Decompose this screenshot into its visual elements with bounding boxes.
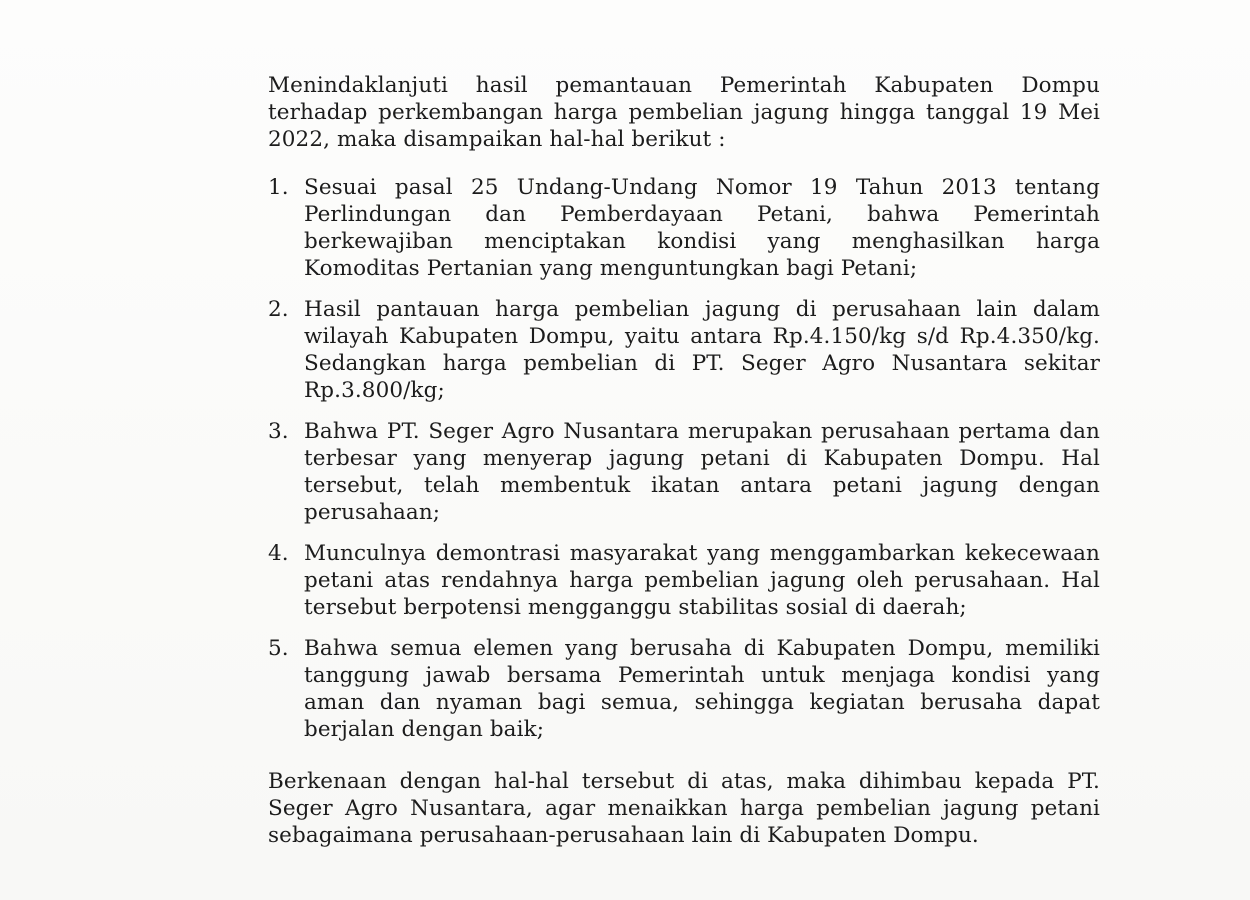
letter-body bbox=[268, 72, 1100, 849]
list-item bbox=[268, 296, 1100, 404]
list-item bbox=[268, 174, 1100, 282]
list-item bbox=[268, 418, 1100, 526]
list-item bbox=[268, 635, 1100, 743]
list-item-number: 1. bbox=[268, 175, 289, 200]
list-item-text: Munculnya demontrasi masyarakat yang menggambarkan kekecewaan petani atas rendahnya harga pembelian jagung oleh perusahaan. Hal tersebut berpotensi mengganggu stabilitas sosial di daerah; bbox=[304, 541, 1100, 620]
list-item-text: Bahwa PT. Seger Agro Nusantara merupakan perusahaan pertama dan terbesar yang menyerap jagung petani di Kabupaten Dompu. Hal tersebut, telah membentuk ikatan antara petani jagung dengan perusahaan; bbox=[304, 419, 1100, 525]
points-list bbox=[268, 174, 1100, 743]
list-item-text: Bahwa semua elemen yang berusaha di Kabupaten Dompu, memiliki tanggung jawab bersama Pemerintah untuk menjaga kondisi yang aman dan nyaman bagi semua, sehingga kegiatan berusaha dapat berjalan dengan baik; bbox=[304, 636, 1100, 742]
closing-paragraph: Berkenaan dengan hal-hal tersebut di atas, maka dihimbau kepada PT. Seger Agro Nusantara, agar menaikkan harga pembelian jagung petani sebagaimana perusahaan-perusahaan lain di Kabupaten Dompu. bbox=[268, 769, 1100, 848]
list-item-text: Sesuai pasal 25 Undang-Undang Nomor 19 Tahun 2013 tentang Perlindungan dan Pemberdayaan Petani, bahwa Pemerintah berkewajiban menciptakan kondisi yang menghasilkan harga Komoditas Pertanian yang menguntungkan bagi Petani; bbox=[304, 175, 1100, 281]
list-item-number: 3. bbox=[268, 419, 289, 444]
list-item-number: 4. bbox=[268, 541, 289, 566]
list-item-text: Hasil pantauan harga pembelian jagung di perusahaan lain dalam wilayah Kabupaten Dompu, yaitu antara Rp.4.150/kg s/d Rp.4.350/kg. Sedangkan harga pembelian di PT. Seger Agro Nusantara sekitar Rp.3.800/kg; bbox=[304, 297, 1100, 403]
list-item-number: 2. bbox=[268, 297, 289, 322]
list-item-number: 5. bbox=[268, 636, 289, 661]
intro-paragraph: Menindaklanjuti hasil pemantauan Pemerintah Kabupaten Dompu terhadap perkembangan harga pembelian jagung hingga tanggal 19 Mei 2022, maka disampaikan hal-hal berikut : bbox=[268, 73, 1100, 152]
list-item bbox=[268, 540, 1100, 621]
